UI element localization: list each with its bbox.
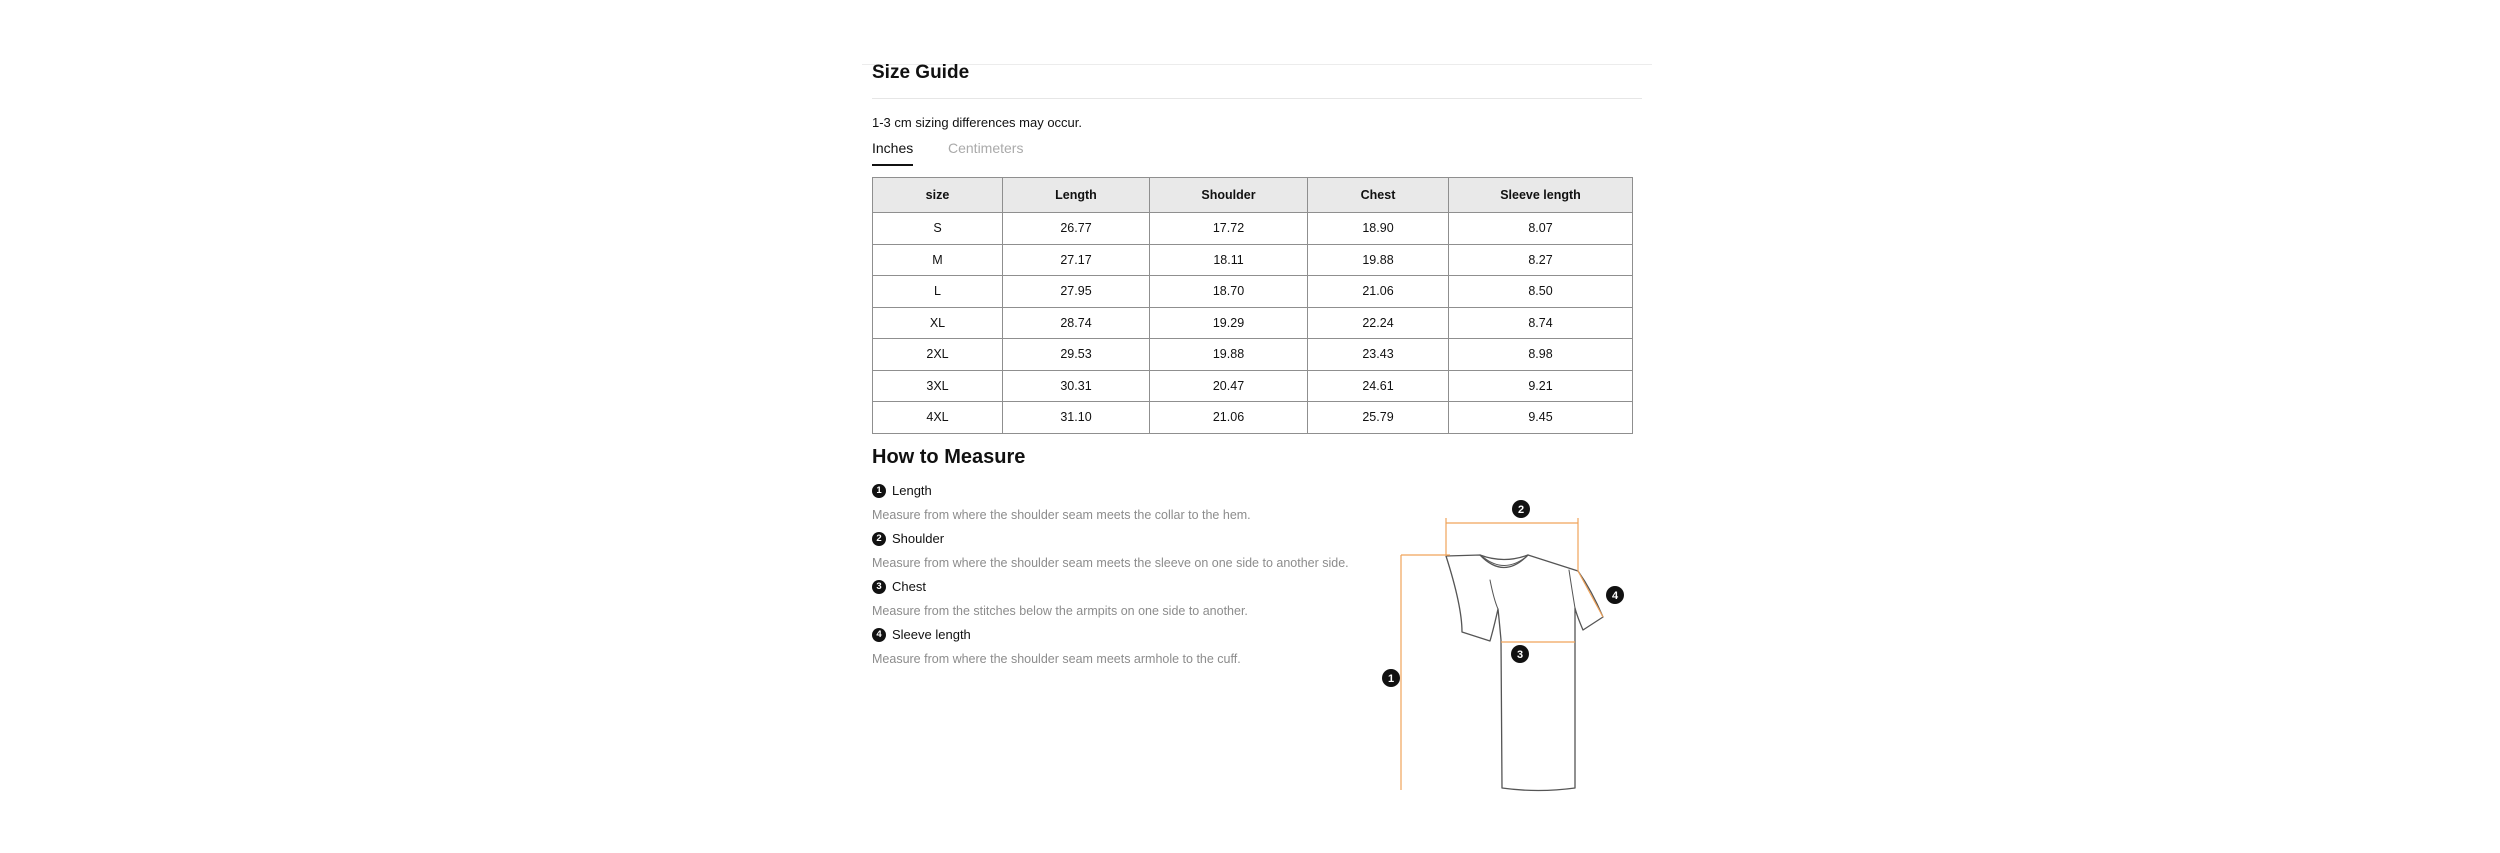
table-row — [873, 339, 1633, 371]
marker-1: 1 — [1387, 673, 1395, 685]
measure-description: Measure from where the shoulder seam meets armhole to the cuff. — [872, 652, 1241, 666]
top-divider — [862, 64, 1652, 65]
table-cell: 22.24 — [1308, 307, 1449, 339]
table-row — [873, 307, 1633, 339]
table-cell: 27.17 — [1003, 244, 1150, 276]
table-row — [873, 213, 1633, 245]
sizing-note: 1-3 cm sizing differences may occur. — [872, 115, 1083, 130]
marker-4: 4 — [1611, 590, 1619, 602]
measure-description: Measure from the stitches below the armpits on one side to another. — [872, 604, 1248, 618]
table-cell: 30.31 — [1003, 370, 1150, 402]
tab-centimeters[interactable]: Centimeters — [948, 140, 1024, 156]
table-cell: 3XL — [873, 370, 1003, 402]
measure-label: Sleeve length — [892, 627, 971, 642]
table-cell: 19.88 — [1308, 244, 1449, 276]
table-cell: 24.61 — [1308, 370, 1449, 402]
measure-item-chest — [872, 579, 1248, 618]
column-header: size — [873, 178, 1003, 213]
table-cell: 23.43 — [1308, 339, 1449, 371]
column-header: Length — [1003, 178, 1150, 213]
how-to-measure-title: How to Measure — [872, 446, 1026, 468]
table-cell: 20.47 — [1150, 370, 1308, 402]
measure-description: Measure from where the shoulder seam meets the sleeve on one side to another side. — [872, 556, 1349, 570]
column-header: Chest — [1308, 178, 1449, 213]
table-cell: 19.88 — [1150, 339, 1308, 371]
table-row — [873, 276, 1633, 308]
table-cell: 9.45 — [1449, 402, 1633, 434]
measure-item-sleeve-length — [872, 627, 1241, 666]
measure-item-length — [872, 483, 1251, 522]
number-2-icon: 2 — [872, 532, 886, 546]
number-3-icon: 3 — [872, 580, 886, 594]
page-title: Size Guide — [872, 62, 970, 83]
table-cell: 4XL — [873, 402, 1003, 434]
table-cell: 18.90 — [1308, 213, 1449, 245]
table-cell: 8.50 — [1449, 276, 1633, 308]
table-cell: 18.11 — [1150, 244, 1308, 276]
table-cell: 17.72 — [1150, 213, 1308, 245]
measure-description: Measure from where the shoulder seam meets the collar to the hem. — [872, 508, 1251, 522]
table-row — [873, 370, 1633, 402]
column-header: Sleeve length — [1449, 178, 1633, 213]
size-table-container — [872, 177, 1632, 434]
table-cell: 28.74 — [1003, 307, 1150, 339]
measure-item-shoulder — [872, 531, 1349, 570]
marker-2: 2 — [1517, 504, 1525, 516]
table-cell: 18.70 — [1150, 276, 1308, 308]
table-cell: 9.21 — [1449, 370, 1633, 402]
size-table — [872, 177, 1633, 434]
marker-3: 3 — [1516, 649, 1524, 661]
table-cell: 8.07 — [1449, 213, 1633, 245]
table-cell: S — [873, 213, 1003, 245]
table-cell: 21.06 — [1308, 276, 1449, 308]
table-cell: 26.77 — [1003, 213, 1150, 245]
measure-label: Chest — [892, 579, 926, 594]
measure-label: Length — [892, 483, 932, 498]
t-shirt-measurement-diagram — [1370, 490, 1640, 795]
measurement-markers — [1382, 500, 1624, 687]
table-cell: 25.79 — [1308, 402, 1449, 434]
table-header-row — [873, 178, 1633, 213]
table-cell: 27.95 — [1003, 276, 1150, 308]
tab-inches[interactable]: Inches — [872, 140, 913, 166]
table-cell: 8.74 — [1449, 307, 1633, 339]
table-cell: M — [873, 244, 1003, 276]
table-cell: 31.10 — [1003, 402, 1150, 434]
t-shirt-outline — [1446, 555, 1603, 791]
measure-label: Shoulder — [892, 531, 945, 546]
table-cell: L — [873, 276, 1003, 308]
table-cell: 21.06 — [1150, 402, 1308, 434]
table-cell: 29.53 — [1003, 339, 1150, 371]
table-cell: 19.29 — [1150, 307, 1308, 339]
table-cell: 8.98 — [1449, 339, 1633, 371]
title-divider — [872, 98, 1642, 99]
table-cell: 8.27 — [1449, 244, 1633, 276]
number-1-icon: 1 — [872, 484, 886, 498]
table-cell: 2XL — [873, 339, 1003, 371]
table-row — [873, 244, 1633, 276]
number-4-icon: 4 — [872, 628, 886, 642]
table-cell: XL — [873, 307, 1003, 339]
column-header: Shoulder — [1150, 178, 1308, 213]
table-row — [873, 402, 1633, 434]
